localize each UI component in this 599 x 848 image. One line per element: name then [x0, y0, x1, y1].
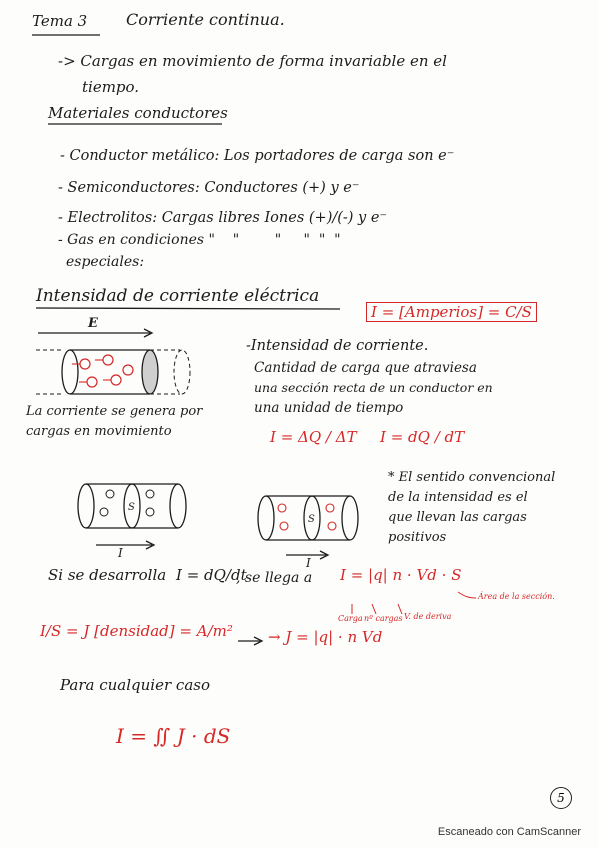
current-label-1: I	[118, 546, 123, 560]
intensidad-heading: Intensidad de corriente eléctrica	[36, 286, 320, 306]
caption-left-1: La corriente se genera por	[26, 404, 203, 419]
field-label: E	[88, 316, 98, 331]
sub-ncargas: nº cargas	[364, 614, 403, 623]
desarrollo-text: Si se desarrolla	[48, 566, 167, 584]
result-pointer-arrows	[352, 592, 476, 614]
materiales-item-3: - Electrolitos: Cargas libres Iones (+)/(-) y e⁻	[58, 210, 388, 226]
svg-text:S: S	[308, 514, 315, 525]
sub-carga: Carga	[338, 614, 363, 623]
materiales-item-5: especiales:	[66, 254, 145, 270]
formula-diff: I = dQ / dT	[380, 428, 465, 446]
tema-label: Tema 3	[32, 12, 88, 30]
intensidad-underline	[36, 308, 340, 309]
cylinder3-left	[258, 496, 274, 540]
page-title: Corriente continua.	[126, 10, 285, 29]
formula-delta: I = ΔQ / ΔT	[270, 428, 357, 446]
def-line-4: una unidad de tiempo	[254, 400, 404, 416]
svg-text:S: S	[128, 502, 135, 513]
materiales-item-4: - Gas en condiciones " " " " " "	[58, 232, 341, 248]
cualquier-caso: Para cualquier caso	[60, 676, 210, 694]
current-label-2: I	[306, 556, 311, 570]
note-line-4: positivos	[388, 530, 447, 545]
def-line-1: -Intensidad de corriente.	[246, 338, 429, 354]
materiales-item-2: - Semiconductores: Conductores (+) y e⁻	[58, 180, 360, 196]
desarrollo-llega: , se llega a	[236, 570, 313, 586]
def-line-3: una sección recta de un conductor en	[254, 380, 493, 395]
cylinder1-charges	[80, 355, 133, 387]
def-line-2: Cantidad de carga que atraviesa	[254, 360, 477, 376]
note-line-3: que llevan las cargas	[388, 510, 527, 525]
cylinder1-left	[62, 350, 78, 394]
desarrollo-formula: I = dQ/dt	[176, 566, 247, 584]
intro-line-2: tiempo.	[82, 78, 140, 96]
materiales-item-1: - Conductor metálico: Los portadores de carga son e⁻	[60, 148, 455, 164]
cylinder1-section	[142, 350, 158, 394]
sub-vd: V. de deriva	[404, 612, 452, 621]
cylinder3-charges	[278, 504, 336, 530]
cylinder2-charges	[100, 490, 154, 516]
page-number: 5	[550, 787, 572, 809]
densidad-result: → J = |q| · n Vd	[268, 628, 383, 646]
caption-left-2: cargas en movimiento	[26, 424, 172, 439]
note-line-2: de la intensidad es el	[388, 490, 528, 505]
intro-line-1: -> Cargas en movimiento de forma invariable en el	[58, 52, 447, 70]
cylinder2-left	[78, 484, 94, 528]
unit-formula: I = [Amperios] = C/S	[366, 302, 537, 322]
note-line-1: * El sentido convencional	[388, 470, 556, 485]
integral-formula: I = ∬ J · dS	[116, 724, 231, 748]
result-formula: I = |q| n · Vd · S	[340, 566, 462, 584]
densidad-formula: I/S = J [densidad] = A/m²	[40, 622, 233, 640]
scanner-watermark: Escaneado con CamScanner	[437, 826, 581, 838]
area-note: Área de la sección.	[478, 592, 555, 601]
materiales-heading: Materiales conductores	[48, 104, 228, 122]
